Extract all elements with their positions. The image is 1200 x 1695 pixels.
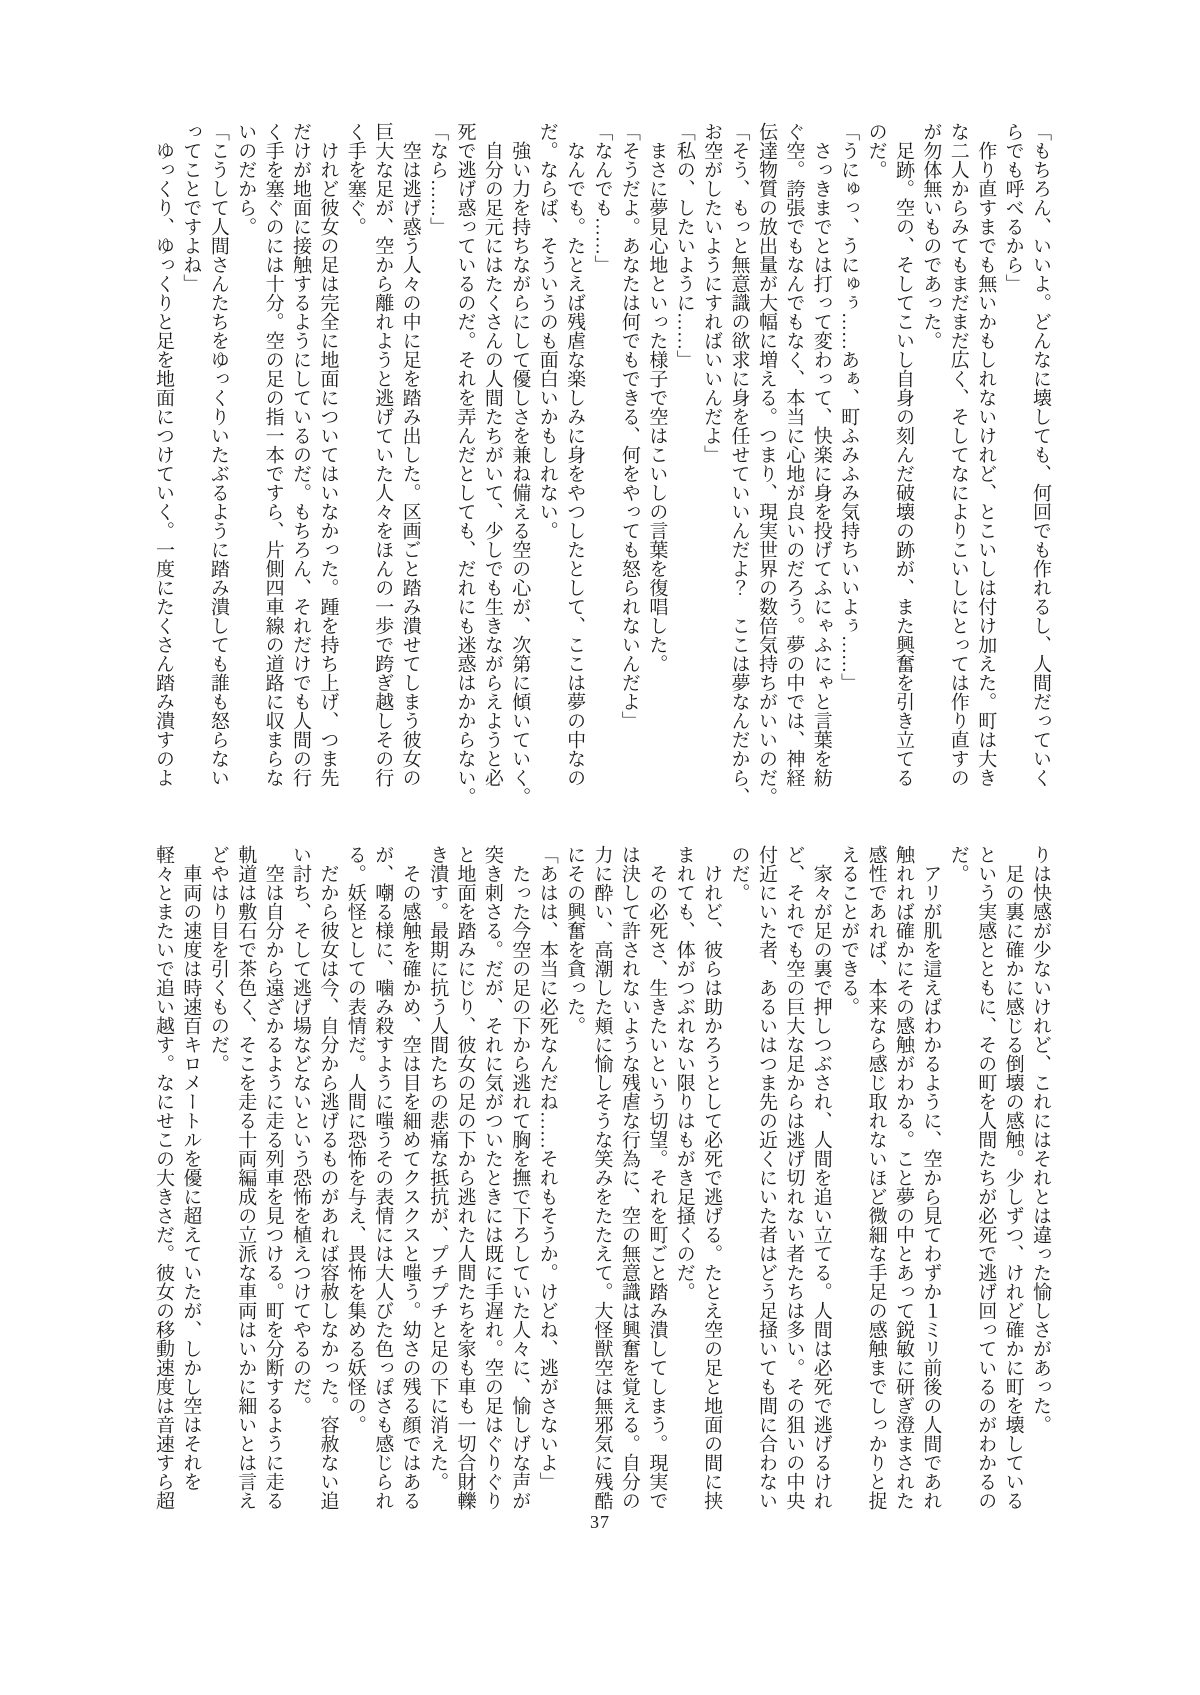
text-line: らでも呼べるから」 xyxy=(1002,122,1024,293)
text-line: ってことですよね」 xyxy=(180,122,202,293)
text-line: その必死さ、生きたいという切望。それを町ごと踏み潰してしまう。現実で xyxy=(646,845,668,1510)
text-line: のだ。 xyxy=(865,122,887,179)
text-line: まさに夢見心地といった様子で空はこいしの言葉を復唱した。 xyxy=(646,122,668,673)
text-line: 「そう、もっと無意識の欲求に身を任せていいんだよ？ ここは夢なんだから、 xyxy=(728,122,750,806)
text-line: く手を塞ぐのには十分。空の足の指一本ですら、片側四車線の道路に収まらな xyxy=(262,122,284,787)
text-line: まれても、体がつぶれない限りはもがき足掻くのだ。 xyxy=(673,845,695,1301)
text-line: お空がしたいようにすればいいんだよ」 xyxy=(701,122,723,464)
text-line: は決して許されないような残虐な行為に、空の無意識は興奮を覚える。自分の xyxy=(618,845,640,1510)
text-line: いのだから。 xyxy=(235,122,257,236)
text-line: けれど彼女の足は完全に地面についてはいなかった。踵を持ち上げ、つま先 xyxy=(317,122,339,787)
text-line: 「なんでも……」 xyxy=(591,122,613,274)
text-line: 「私の、したいように……」 xyxy=(673,122,695,369)
text-line: 力に酔い、高潮した頬に愉しそうな笑みをたたえて。大怪獣空は無邪気に残酷 xyxy=(591,845,613,1510)
text-line: 強い力を持ちながらにして優しさを兼ね備える空の心が、次第に傾いていく。 xyxy=(509,122,531,806)
text-line: 突き刺さる。だが、それに気がついたときには既に手遅れ。空の足はぐりぐり xyxy=(481,845,503,1510)
text-line: 作り直すまでも無いかもしれないけれど、とこいしは付け加えた。町は大き xyxy=(975,122,997,787)
text-line: アリが肌を這えばわかるように、空から見てわずか１ミリ前後の人間であれ xyxy=(920,845,942,1510)
text-line: 軌道は敷石で茶色く、そこを走る十両編成の立派な車両はいかに細いとは言え xyxy=(235,845,257,1510)
text-line: 「そうだよ。あなたは何でもできる、何をやっても怒られないんだよ」 xyxy=(618,122,640,730)
text-line: のだ。 xyxy=(728,845,750,902)
text-line: 家々が足の裏で押しつぶされ、人間を追い立てる。人間は必死で逃げるけれ xyxy=(810,845,832,1510)
text-line: 空は自分から遠ざかるように走る列車を見つける。町を分断するように走る xyxy=(262,845,284,1510)
text-line: 「こうして人間さんたちをゆっくりいたぶるように踏み潰しても誰も怒らない xyxy=(207,122,229,787)
text-line: という実感とともに、その町を人間たちが必死で逃げ回っているのがわかるの xyxy=(975,845,997,1510)
text-line: りは快感が少ないけれど、これにはそれとは違った愉しさがあった。 xyxy=(1030,845,1051,1434)
text-line: えることができる。 xyxy=(838,845,860,1016)
text-line: ぐ空。誇張でもなんでもなく、本当に心地が良いのだろう。夢の中では、神経 xyxy=(783,122,805,787)
text-line: だけが地面に接触するようにしているのだ。もちろん、それだけでも人間の行 xyxy=(290,122,312,787)
text-line: 「もちろん、いいよ。どんなに壊しても、何回でも作れるし、人間だっていく xyxy=(1030,122,1051,787)
text-line: だ。ならば、そういうのも面白いかもしれない。 xyxy=(536,122,558,540)
text-line: 「なら……」 xyxy=(427,122,449,236)
text-line: 伝達物質の放出量が大幅に増える。つまり、現実世界の数倍気持ちがいいのだ。 xyxy=(755,122,777,806)
text-line: 触れれば確かにその感触がわかる。こと夢の中とあって鋭敏に研ぎ澄まされた xyxy=(892,845,914,1510)
text-line: い討ち、そして逃げ場などないという恐怖を植えつけてやるのだ。 xyxy=(290,845,312,1415)
text-line: たった今空の足の下から逃れて胸を撫で下ろしていた人々に、愉しげな声が xyxy=(509,845,531,1510)
text-line: き潰す。最期に抗う人間たちの悲痛な抵抗が、プチプチと足の下に消えた。 xyxy=(427,845,449,1491)
text-line: ゆっくり、ゆっくりと足を地面につけていく。一度にたくさん踏み潰すのよ xyxy=(153,122,174,787)
text-line: 巨大な足が、空から離れようと逃げていた人々をほんの一歩で跨ぎ越しその行 xyxy=(372,122,394,787)
text-line: どやはり目を引くものだ。 xyxy=(207,845,229,1073)
text-line: 足跡。空の、そしてこいし自身の刻んだ破壊の跡が、また興奮を引き立てる xyxy=(892,122,914,787)
text-line: 車両の速度は時速百キロメートルを優に超えていたが、しかし空はそれを xyxy=(180,845,202,1491)
text-line: る。妖怪としての表情だ。人間に恐怖を与え、畏怖を集める妖怪の。 xyxy=(344,845,366,1434)
text-line: さっきまでとは打って変わって、快楽に身を投げてふにゃふにゃと言葉を紡 xyxy=(810,122,832,787)
text-line: な二人からみてもまだまだ広く、そしてなによりこいしにとっては作り直すの xyxy=(947,122,969,787)
text-line: 空は逃げ惑う人々の中に足を踏み出した。区画ごと踏み潰せてしまう彼女の xyxy=(399,122,421,787)
text-line: 感性であれば、本来なら感じ取れないほど微細な手足の感触までしっかりと捉 xyxy=(865,845,887,1510)
text-line: けれど、彼らは助かろうとして必死で逃げる。たとえ空の足と地面の間に挟 xyxy=(701,845,723,1510)
text-line: ど、それでも空の巨大な足からは逃げ切れない者たちは多い。その狙いの中央 xyxy=(783,845,805,1510)
page-number: 37 xyxy=(590,1512,610,1532)
lower-text-block xyxy=(146,845,1054,1513)
upper-text-block xyxy=(146,122,1054,814)
text-line: が、嘲る様に、噛み殺すように嗤うその表情には大人びた色っぽさも感じられ xyxy=(372,845,394,1510)
text-line: が勿体無いものであった。 xyxy=(920,122,942,350)
text-line: 死で逃げ惑っているのだ。それを弄んだとしても、だれにも迷惑はかからない。 xyxy=(454,122,476,806)
text-line: 自分の足元にはたくさんの人間たちがいて、少しでも生きながらえようと必 xyxy=(481,122,503,787)
text-line: く手を塞ぐ。 xyxy=(344,122,366,236)
text-line: だから彼女は今、自分から逃げるものがあれば容赦しなかった。容赦ない追 xyxy=(317,845,339,1510)
text-line: その感触を確かめ、空は目を細めてクスクスと嗤う。幼さの残る顔ではある xyxy=(399,845,421,1510)
text-line: にその興奮を貪った。 xyxy=(564,845,586,1035)
text-line: なんでも。たとえば残虐な楽しみに身をやつしたとして、ここは夢の中なの xyxy=(564,122,586,787)
text-line: 付近にいた者、あるいはつま先の近くにいた者はどう足掻いても間に合わない xyxy=(755,845,777,1510)
text-line: と地面を踏みにじり、彼女の足の下から逃れた人間たちを家も車も一切合財轢 xyxy=(454,845,476,1510)
text-line: 足の裏に確かに感じる倒壊の感触。少しずつ、けれど確かに町を壊している xyxy=(1002,845,1024,1510)
text-line: 軽々とまたいで追い越す。なにせこの大きさだ。彼女の移動速度は音速すら超 xyxy=(153,845,174,1510)
text-line: 「あはは、本当に必死なんだね……それもそうか。けどね、逃がさないよ」 xyxy=(536,845,558,1491)
text-line: 「うにゅっ、うにゅぅ……あぁ、町ふみふみ気持ちいいよぅ……」 xyxy=(838,122,860,692)
text-line: だ。 xyxy=(947,845,969,883)
